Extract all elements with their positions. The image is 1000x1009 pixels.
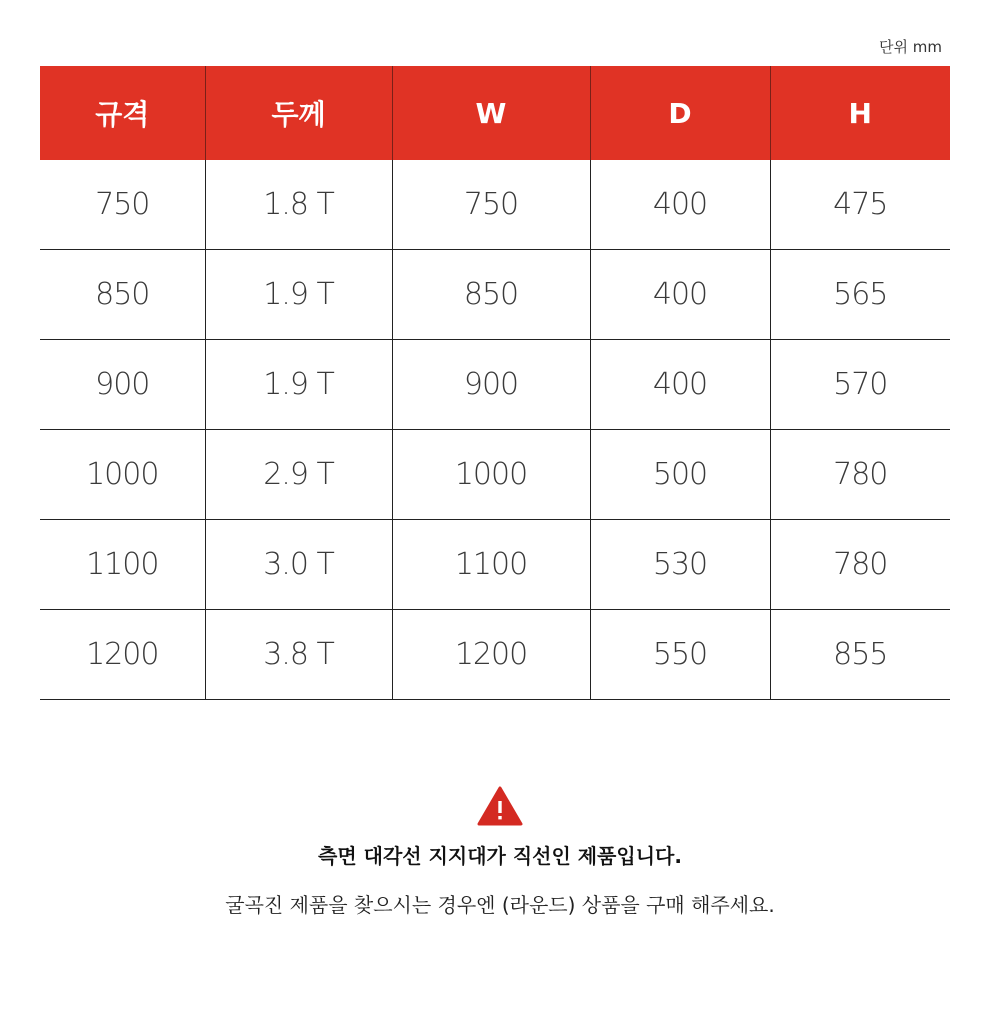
table-cell: 1.9 T <box>205 340 392 430</box>
table-cell: 1200 <box>392 610 590 700</box>
warning-icon <box>477 786 523 826</box>
table-cell: 3.8 T <box>205 610 392 700</box>
table-cell: 500 <box>590 430 770 520</box>
table-cell: 850 <box>392 250 590 340</box>
table-cell: 780 <box>770 430 950 520</box>
table-cell: 570 <box>770 340 950 430</box>
table-cell: 1000 <box>40 430 205 520</box>
table-cell: 400 <box>590 250 770 340</box>
header-size: 규격 <box>40 66 205 160</box>
table-cell: 750 <box>392 160 590 250</box>
table-cell: 855 <box>770 610 950 700</box>
table-cell: 900 <box>40 340 205 430</box>
table-cell: 565 <box>770 250 950 340</box>
table-cell: 475 <box>770 160 950 250</box>
table-cell: 550 <box>590 610 770 700</box>
table-cell: 1000 <box>392 430 590 520</box>
table-cell: 750 <box>40 160 205 250</box>
table-row <box>40 160 950 250</box>
table-cell: 850 <box>40 250 205 340</box>
table-cell: 2.9 T <box>205 430 392 520</box>
table-cell: 400 <box>590 340 770 430</box>
table-header-row <box>40 66 950 160</box>
header-depth: D <box>590 66 770 160</box>
table-cell: 1.9 T <box>205 250 392 340</box>
unit-label: 단위 mm <box>879 38 942 56</box>
table-cell: 530 <box>590 520 770 610</box>
table-cell: 3.0 T <box>205 520 392 610</box>
notice-title: 측면 대각선 지지대가 직선인 제품입니다. <box>318 844 682 868</box>
notice-description: 굴곡진 제품을 찾으시는 경우엔 (라운드) 상품을 구매 해주세요. <box>225 893 775 917</box>
table-row <box>40 250 950 340</box>
table-row <box>40 430 950 520</box>
table-row <box>40 610 950 700</box>
table-cell: 1100 <box>40 520 205 610</box>
notice-section <box>0 786 1000 918</box>
table-cell: 400 <box>590 160 770 250</box>
header-thickness: 두께 <box>205 66 392 160</box>
spec-table <box>40 66 950 700</box>
header-width: W <box>392 66 590 160</box>
table-row <box>40 340 950 430</box>
table-cell: 1100 <box>392 520 590 610</box>
table-row <box>40 520 950 610</box>
table-cell: 1200 <box>40 610 205 700</box>
header-height: H <box>770 66 950 160</box>
table-cell: 780 <box>770 520 950 610</box>
table-cell: 1.8 T <box>205 160 392 250</box>
table-cell: 900 <box>392 340 590 430</box>
